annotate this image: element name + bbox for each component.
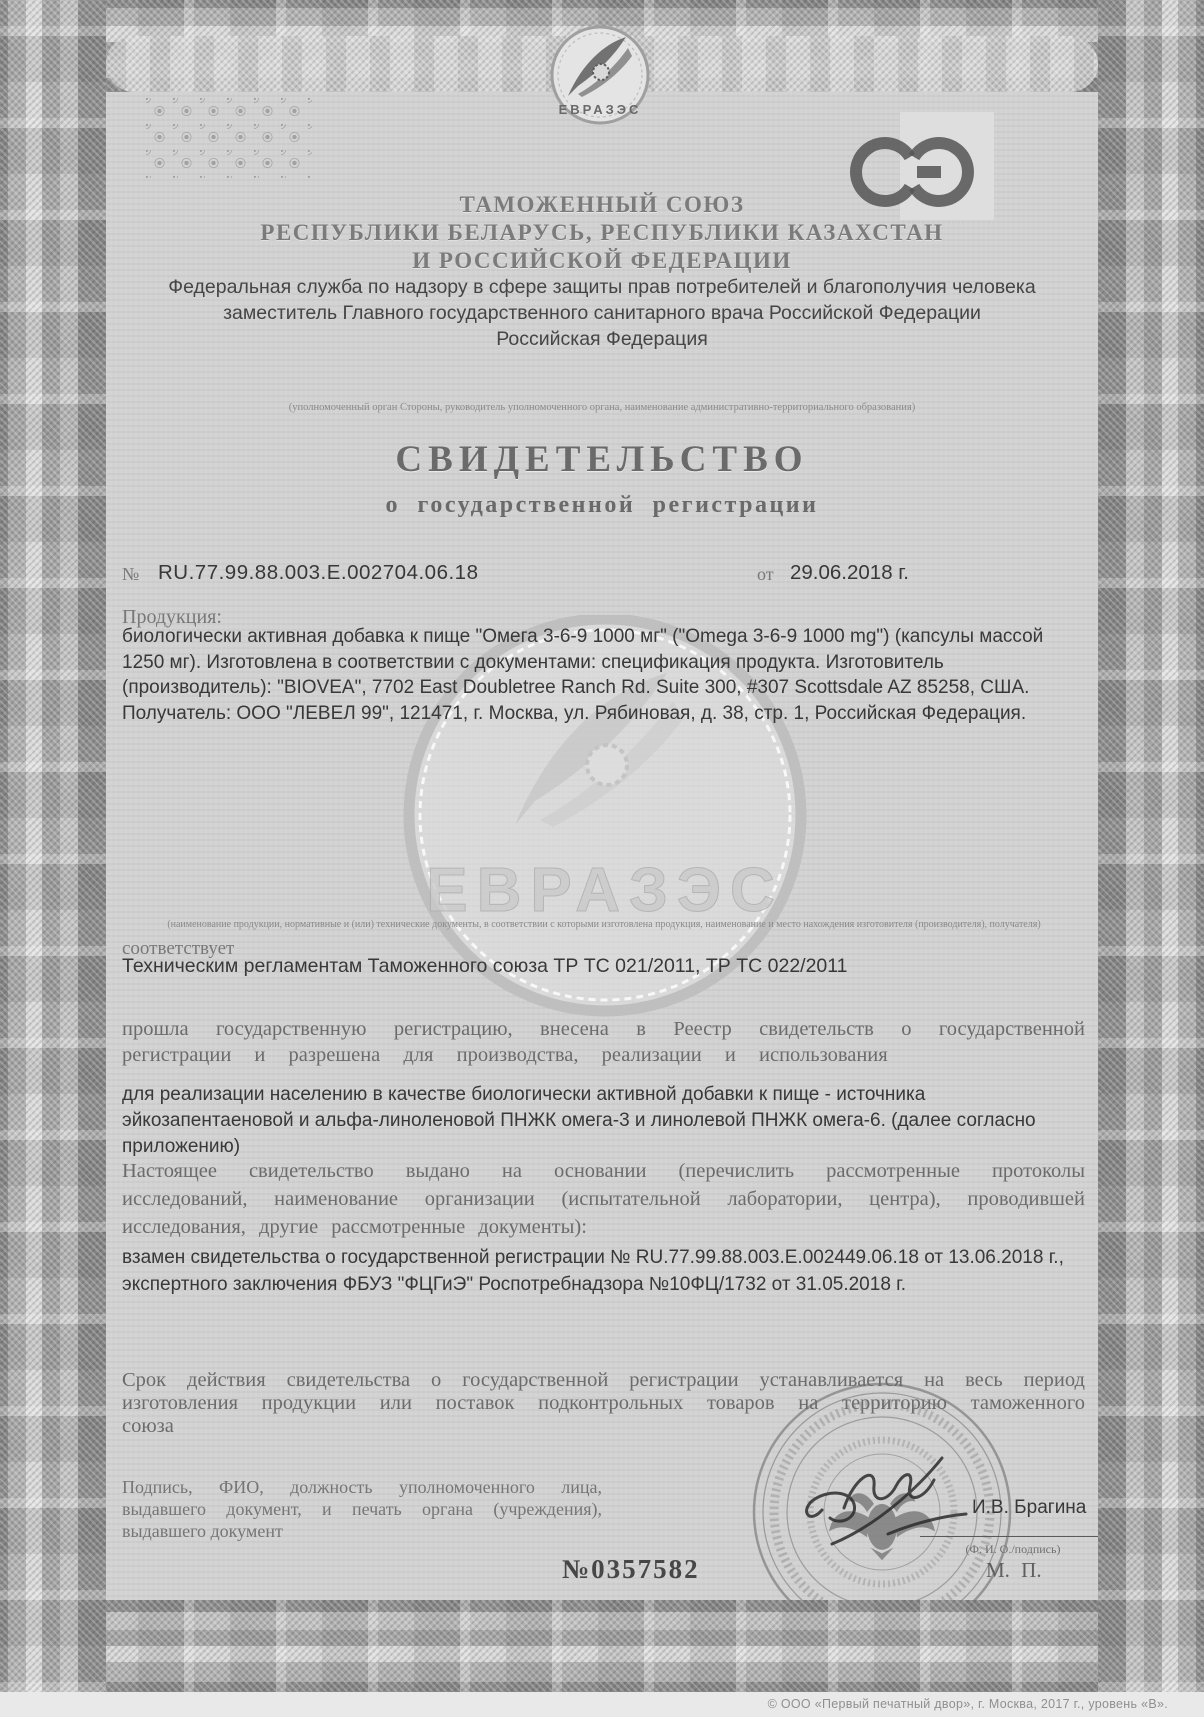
registration-number: RU.77.99.88.003.E.002704.06.18 — [158, 561, 479, 584]
signature-caption: (Ф. И. О./подпись) — [965, 1542, 1061, 1556]
product-description: биологически активная добавка к пище "Омега 3-6-9 1000 мг" ("Omega 3-6-9 1000 mg") (капсулы массой 1250 мг). Изготовлена в соответствии с документами: спецификация продукта. Изготовитель (производитель): "BIOVEA", 7702 East Doubletree Ranch Rd. Suite 300, #307 Scottsdale AZ 85258, США. Получатель: ООО "ЛЕВЕЛ 99", 121471, г. Москва, ул. Рябиновая, д. 38, стр. 1, Российская Федерация. — [122, 626, 1044, 724]
guilloche-border-bottom — [0, 1600, 1204, 1692]
authority-line2: заместитель Главного государственного санитарного врача Российской Федерации — [223, 302, 981, 324]
signature-note: Подпись, ФИО, должность уполномоченного лица, выдавшего документ, и печать органа (учреждения), выдавшего документ — [122, 1477, 602, 1541]
union-title-line3: И РОССИЙСКОЙ ФЕДЕРАЦИИ — [412, 248, 792, 273]
signature-line — [920, 1536, 1106, 1537]
seal-placeholder: М. П. — [986, 1558, 1042, 1582]
security-rosette-pattern — [146, 98, 312, 178]
compliance-label: соответствует — [122, 938, 235, 959]
imprint-text: © ООО «Первый печатный двор», г. Москва, 2017 г., уровень «В». — [767, 1697, 1168, 1711]
emblem-label: ЕВРАЗЭС — [558, 102, 642, 117]
guilloche-border-right — [1098, 0, 1204, 1692]
watermark-label: ЕВРАЗЭС — [426, 856, 784, 925]
blank-number: №0357582 — [562, 1554, 700, 1584]
certificate-title: СВИДЕТЕЛЬСТВО — [395, 439, 809, 480]
authority-line3: Российская Федерация — [496, 328, 708, 350]
basis-intro-text: Настоящее свидетельство выдано на основании (перечислить рассмотренные протоколы исследований, наименование организации (испытательной лаборатории, центра), проводившей исследования, другие рассмотренные документы): — [122, 1160, 1085, 1238]
registration-date: 29.06.2018 г. — [790, 561, 909, 584]
product-label: Продукция: — [122, 606, 222, 628]
print-shop-imprint — [0, 1692, 1204, 1717]
guilloche-border-left — [0, 0, 106, 1692]
authority-line1: Федеральная служба по надзору в сфере защиты прав потребителей и благополучия человека — [168, 276, 1036, 298]
authority-footnote: (уполномоченный орган Стороны, руководитель уполномоченного органа, наименование административно-территориального образования) — [288, 402, 916, 413]
permitted-use-text: для реализации населению в качестве биологически активной добавки к пище - источника эйкозапентаеновой и альфа-линоленовой ПНЖК омега-3 и линолевой ПНЖК омега-6. (далее согласно приложению) — [122, 1084, 1036, 1157]
union-title-line2: РЕСПУБЛИКИ БЕЛАРУСЬ, РЕСПУБЛИКИ КАЗАХСТАН — [260, 220, 944, 245]
registration-status-text: прошла государственную регистрацию, внесена в Реестр свидетельств о государственной регистрации и разрешена для производства, реализации и использования — [122, 1018, 1085, 1066]
validity-text: Срок действия свидетельства о государственной регистрации устанавливается на весь период изготовления продукции или поставок подконтрольных товаров на территорию таможенного союза — [122, 1369, 1085, 1437]
signer-name: И.В. Брагина — [972, 1497, 1087, 1518]
certificate-subtitle: о государственной регистрации — [385, 492, 819, 518]
product-footnote: (наименование продукции, нормативные и (или) технические документы, в соответствии с которыми изготовлена продукция, наименование и место нахождения изготовителя (производителя), получателя) — [167, 919, 1041, 930]
number-label: № — [122, 564, 140, 584]
date-label: от — [757, 564, 774, 584]
basis-documents-text: взамен свидетельства о государственной регистрации № RU.77.99.88.003.Е.002449.06.18 от 13.06.2018 г., экспертного заключения ФБУЗ "ФЦГиЭ" Роспотребнадзора №10ФЦ/1732 от 31.05.2018 г. — [122, 1247, 1064, 1295]
eurasec-emblem — [512, 12, 688, 134]
regulations-text: Техническим регламентам Таможенного союза ТР ТС 021/2011, ТР ТС 022/2011 — [122, 955, 848, 977]
union-title-line1: ТАМОЖЕННЫЙ СОЮЗ — [459, 192, 745, 217]
